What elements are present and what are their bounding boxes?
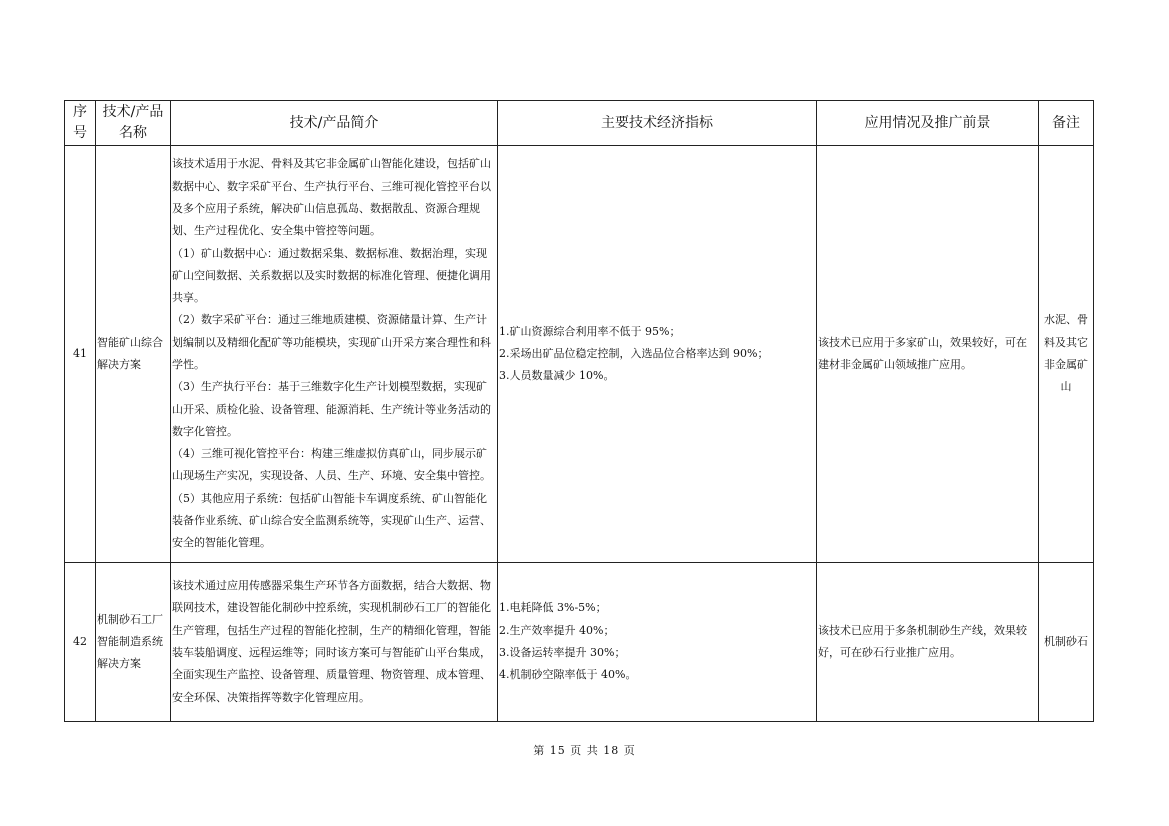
header-seq-line-1: 序 [73, 104, 87, 120]
row-seq: 42 [65, 563, 96, 722]
row-remark: 水泥、骨料及其它非金属矿山 [1039, 146, 1094, 563]
header-name-line-2: 名称 [119, 125, 147, 141]
row-application: 该技术已应用于多家矿山，效果较好，可在建材非金属矿山领域推广应用。 [817, 146, 1039, 563]
indicator-item: 2.采场出矿品位稳定控制，入选品位合格率达到 90%； [499, 346, 769, 360]
indicator-item: 1.电耗降低 3%-5%； [499, 601, 607, 615]
indicator-item: 1.矿山资源综合利用率不低于 95%； [499, 324, 681, 338]
page-number: 第 15 页 共 18 页 [533, 744, 636, 757]
intro-paragraph: 该技术通过应用传感器采集生产环节各方面数据，结合大数据、物联网技术，建设智能化制砂中控系统，实现机制砂石工厂的智能化生产管理，包括生产过程的智能化控制，生产的精细化管理，智能装车装船调度、远程运维等；同时该方案可与智能矿山平台集成，全面实现生产监控、设备管理、质量管理、物资管理、成本管理、安全环保、决策指挥等数字化管理应用。 [172, 579, 491, 704]
row-intro [171, 146, 498, 563]
row-application: 该技术已应用于多条机制砂生产线，效果较好，可在砂石行业推广应用。 [817, 563, 1039, 722]
header-remark: 备注 [1039, 101, 1094, 146]
indicator-item: 3.设备运转率提升 30%； [499, 646, 626, 659]
table-row [65, 563, 1094, 722]
header-intro: 技术/产品简介 [171, 101, 498, 146]
technology-table [64, 100, 1094, 722]
intro-paragraph: （1）矿山数据中心：通过数据采集、数据标准、数据治理，实现矿山空间数据、关系数据以及实时数据的标准化管理、便捷化调用共享。 [172, 246, 491, 305]
row-indicators [498, 146, 817, 563]
row-name: 机制砂石工厂智能制造系统解决方案 [96, 563, 171, 722]
intro-paragraph: 该技术适用于水泥、骨料及其它非金属矿山智能化建设，包括矿山数据中心、数字采矿平台、生产执行平台、三维可视化管控平台以及多个应用子系统，解决矿山信息孤岛、数据散乱、资源合理规划、生产过程优化、安全集中管控等问题。 [172, 157, 491, 238]
row-indicators [498, 563, 817, 722]
indicator-item: 4.机制砂空隙率低于 40%。 [499, 668, 637, 682]
row-intro [171, 563, 498, 722]
table-header-row [65, 101, 1094, 146]
header-application: 应用情况及推广前景 [817, 101, 1039, 146]
intro-paragraph: （2）数字采矿平台：通过三维地质建模、资源储量计算、生产计划编制以及精细化配矿等功能模块，实现矿山开采方案合理性和科学性。 [172, 313, 491, 371]
intro-paragraph: （3）生产执行平台：基于三维数字化生产计划模型数据，实现矿山开采、质检化验、设备管理、能源消耗、生产统计等业务活动的数字化管控。 [172, 380, 491, 438]
row-seq: 41 [65, 146, 96, 563]
table-row [65, 146, 1094, 563]
intro-paragraph: （4）三维可视化管控平台：构建三维虚拟仿真矿山，同步展示矿山现场生产实况，实现设备、人员、生产、环境、安全集中管控。 [172, 447, 491, 483]
row-remark: 机制砂石 [1039, 563, 1094, 722]
indicator-item: 3.人员数量减少 10%。 [499, 369, 615, 383]
header-name-line-1: 技术/产品 [102, 104, 164, 120]
row-name: 智能矿山综合解决方案 [96, 146, 171, 563]
header-seq [65, 101, 96, 146]
intro-paragraph: （5）其他应用子系统：包括矿山智能卡车调度系统、矿山智能化装备作业系统、矿山综合安全监测系统等，实现矿山生产、运营、安全的智能化管理。 [172, 491, 491, 550]
header-name [96, 101, 171, 146]
header-indicators: 主要技术经济指标 [498, 101, 817, 146]
indicator-item: 2.生产效率提升 40%； [499, 623, 615, 637]
header-seq-line-2: 号 [73, 125, 87, 141]
